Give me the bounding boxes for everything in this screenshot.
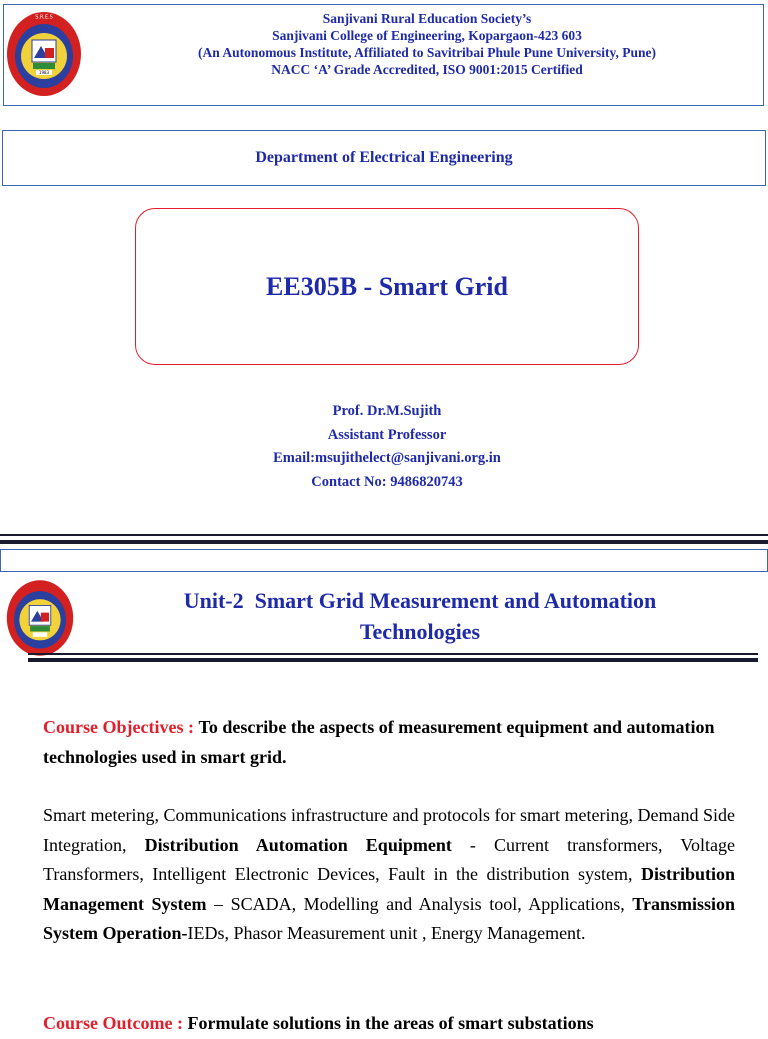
professor-designation: Assistant Professor — [327, 426, 447, 443]
professor-email: Email:msujithelect@sanjivani.org.in — [273, 450, 501, 466]
department-name: Department of Electrical Engineering — [255, 149, 513, 166]
syllabus-text-4: IEDs, Phasor Measurement unit , Energy Management. — [187, 923, 586, 943]
course-objectives — [43, 713, 735, 772]
unit-title-line-1: Unit-2 Smart Grid Measurement and Automation — [183, 588, 657, 613]
logo-year: 1983 — [38, 70, 50, 75]
course-outcome-label: Course Outcome : — [43, 1013, 183, 1033]
syllabus-paragraph — [43, 801, 735, 949]
college-logo-icon — [5, 10, 83, 98]
header-line-4: NACC ‘A’ Grade Accredited, ISO 9001:2015 Certified — [271, 62, 583, 77]
header-text — [112, 10, 742, 78]
syllabus-text-1: Smart metering, Communications infrastructure and protocols for smart metering, Demand Side Integration, — [43, 805, 735, 855]
college-logo-small-icon — [5, 578, 75, 658]
professor-info — [100, 400, 674, 494]
header-line-2: Sanjivani College of Engineering, Kopargaon-423 603 — [272, 28, 582, 43]
syllabus-text-3: – SCADA, Modelling and Analysis tool, Applications, — [206, 893, 633, 914]
slide-top-band — [0, 549, 768, 572]
course-outcome-text: Formulate solutions in the areas of smart substations — [187, 1013, 594, 1033]
unit-title-line-2: Technologies — [359, 619, 481, 644]
syllabus-bold-1: Distribution Automation Equipment — [144, 834, 452, 855]
header-line-1: Sanjivani Rural Education Society’s — [322, 11, 532, 26]
syllabus-bold-3: Transmission System Operation- — [43, 893, 735, 943]
unit-divider-thick — [28, 658, 758, 662]
professor-name: Prof. Dr.M.Sujith — [332, 403, 442, 419]
divider-thin — [0, 534, 768, 536]
course-objectives-label: Course Objectives : — [43, 717, 194, 737]
header-line-3: (An Autonomous Institute, Affiliated to Savitribai Phule Pune University, Pune) — [198, 45, 656, 60]
professor-contact: Contact No: 9486820743 — [311, 473, 463, 490]
course-title-box — [135, 208, 639, 365]
divider-thick — [0, 540, 768, 544]
syllabus-bold-2: Distribution Management System — [43, 864, 735, 914]
unit-divider-thin — [28, 653, 758, 655]
course-title: EE305B - Smart Grid — [266, 271, 508, 301]
unit-title — [110, 585, 730, 647]
syllabus-text-2: - Current transformers, Voltage Transformers, Intelligent Electronic Devices, Fault in the distribution system, — [43, 834, 735, 884]
course-objectives-text: To describe the aspects of measurement equipment and automation technologies used in smart grid. — [43, 717, 715, 767]
department-box — [2, 130, 766, 186]
logo-top-text: S.R.E.S — [35, 14, 53, 21]
